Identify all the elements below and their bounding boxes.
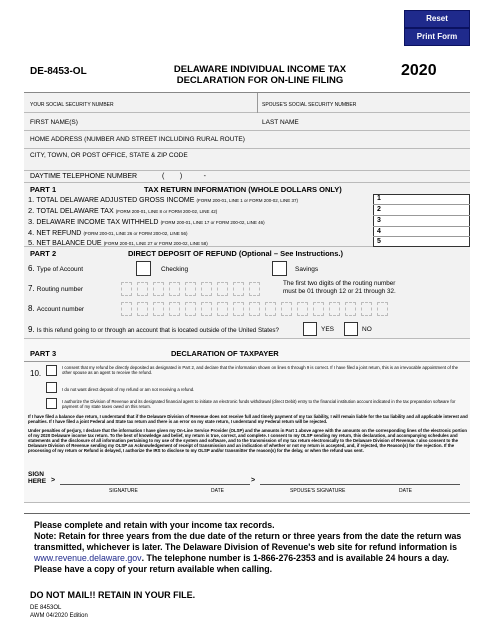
routing-digit[interactable] — [153, 282, 164, 296]
account-digit[interactable] — [313, 302, 324, 316]
line5-ref: (FORM 200-01, LINE 27 or FORM 200-02, LINE 58) — [103, 241, 208, 246]
routing-digit[interactable] — [233, 282, 244, 296]
yes-label: YES — [321, 326, 335, 333]
balance-due-text: If I have filed a balance due return, I understand that if the Delaware Division of Revenue does not receive full and timely payment of my tax liability, I will remain liable for the tax liability and all applicable interest and penalties. If I have filed a joint Federal and State tax return and there is an error on my state return, I understand my Federal return will be rejected. — [28, 414, 468, 424]
signature-label: SIGNATURE — [109, 488, 138, 494]
part1-title: TAX RETURN INFORMATION (WHOLE DOLLARS ONLY) — [144, 185, 342, 194]
last-name-label: LAST NAME — [262, 119, 299, 126]
line3-text: DELAWARE INCOME TAX WITHHELD — [36, 219, 159, 226]
edition-label: AWM 04/2020 Edition — [30, 613, 88, 619]
account-digit[interactable] — [121, 302, 132, 316]
routing-note — [283, 280, 396, 296]
account-digit[interactable] — [281, 302, 292, 316]
perjury-text: Under penalties of perjury, I declare that the information I have given my On-Line Service Provider (OLSP) and the amounts in Part 1 above agree with the amounts on the corresponding lines of the electronic portion of my 2020 Delaware income tax return. To the best of knowledge and belief, my return is true, correct, and complete. I consent to my OLSP sending my return, this declaration, and accompanying schedules and statements and the disclosure of all information pertaining to my use of the system and software, and to the transmission of my tax return electronically to the Delaware Division of Revenue. I also consent to the Delaware Division of Revenue sending my OLSP an Acknowledgement of receipt of transmission and an indication of whether or not my return is accepted, and, if rejected, the Reason(s) for the rejection. If the processing of my return or Refund is delayed, I authorize the IRS to disclose to my OLSP and/or transmitter the reason(s) for the delay, or when the refund was sent. — [28, 428, 467, 453]
city-row[interactable] — [24, 149, 470, 171]
line2-number: 2. — [28, 206, 35, 215]
address-row[interactable] — [24, 131, 470, 149]
form-title-line1: DELAWARE INDIVIDUAL INCOME TAX — [173, 64, 347, 75]
part1-label: PART 1 — [30, 185, 57, 194]
routing-note-line1: The first two digits of the routing number — [283, 280, 396, 287]
line9-label — [28, 325, 279, 334]
account-digit[interactable] — [201, 302, 212, 316]
no-direct-deposit-checkbox[interactable] — [46, 382, 57, 393]
ssn-row — [24, 93, 470, 113]
routing-digit[interactable] — [137, 282, 148, 296]
amount-box-3-number: 3 — [377, 217, 381, 224]
line1-item — [28, 195, 298, 204]
sign-arrow-2: > — [251, 477, 256, 484]
account-digit[interactable] — [377, 302, 388, 316]
line3-item — [28, 217, 265, 226]
form-id: DE-8453-OL — [30, 66, 87, 77]
line5-number: 5. — [28, 238, 35, 247]
line7-label — [28, 284, 83, 293]
checking-label: Checking — [161, 266, 189, 273]
form-title-line2: DECLARATION FOR ON-LINE FILING — [176, 75, 344, 86]
date2-label: DATE — [399, 488, 412, 494]
spouse-signature-label: SPOUSE'S SIGNATURE — [290, 488, 346, 494]
no-checkbox[interactable] — [344, 322, 358, 336]
line2-item — [28, 206, 217, 215]
form-code: DE 8453OL — [30, 605, 62, 611]
line1-text: TOTAL DELAWARE ADJUSTED GROSS INCOME — [36, 197, 195, 204]
sign-here-label: SIGN HERE — [28, 471, 47, 485]
signature-line[interactable] — [60, 484, 250, 485]
line4-number: 4. — [28, 228, 35, 237]
line8-label — [28, 304, 84, 313]
home-address-label: HOME ADDRESS (NUMBER AND STREET INCLUDING RURAL ROUTE) — [30, 136, 245, 143]
print-form-button[interactable]: Print Form — [404, 28, 470, 46]
divider — [373, 215, 470, 216]
account-digit[interactable] — [297, 302, 308, 316]
divider — [24, 513, 470, 514]
routing-digit[interactable] — [217, 282, 228, 296]
city-state-zip-label: CITY, TOWN, OR POST OFFICE, STATE & ZIP CODE — [30, 152, 188, 159]
account-digit[interactable] — [233, 302, 244, 316]
sign-arrow-1: > — [51, 477, 56, 484]
notice-line2-text: Note: Retain for three years from the due date of the return or three years from the date the return was transmitted, whichever is later. The Delaware Division of Revenue's web site for refund information is — [34, 531, 462, 552]
line8-text: Account number — [36, 306, 85, 313]
phone-format: ( ) - — [162, 173, 206, 180]
routing-digit[interactable] — [169, 282, 180, 296]
line9-number: 9. — [28, 325, 35, 334]
line3-ref: (FORM 200-01, LINE 17 or FORM 200-02, LINE 46) — [160, 220, 265, 225]
line5-text: NET BALANCE DUE — [36, 240, 102, 247]
notice-line1: Please complete and retain with your income tax records. — [34, 520, 275, 530]
line9-text: Is this refund going to or through an account that is located outside of the United States? — [36, 327, 279, 334]
amount-boxes — [373, 194, 470, 247]
part3-title: DECLARATION OF TAXPAYER — [171, 349, 279, 358]
part3-section — [24, 339, 470, 503]
checking-checkbox[interactable] — [136, 261, 151, 276]
account-digit[interactable] — [249, 302, 260, 316]
your-ssn-label: YOUR SOCIAL SECURITY NUMBER — [30, 102, 114, 108]
consent-text: I consent that my refund be directly deposited as designated in Part 2, and declare that the information shown on lines 6 through 9 is correct. If I have filed a joint return, this is an irrevocable appointment of the other spouse as an agent to receive the refund. — [62, 365, 459, 375]
line4-ref: (FORM 200-01, LINE 26 or FORM 200-02, LINE 56) — [83, 231, 188, 236]
account-digit[interactable] — [345, 302, 356, 316]
form-title — [150, 64, 370, 86]
authorize-checkbox[interactable] — [46, 398, 57, 409]
revenue-website-link[interactable]: www.revenue.delaware.gov — [34, 553, 142, 563]
account-digit[interactable] — [329, 302, 340, 316]
account-digit[interactable] — [169, 302, 180, 316]
account-digit[interactable] — [137, 302, 148, 316]
authorize-text: I authorize the Division of Revenue and its designated financial agent to initiate an electronic funds withdrawal (direct Debit) entry to the financial institution account indicated in the tax preparation software for payment of my state taxes owed on this return. — [62, 399, 456, 409]
savings-label: Savings — [295, 266, 319, 273]
date-label: DATE — [211, 488, 224, 494]
divider — [24, 361, 470, 362]
line5-item — [28, 238, 208, 247]
reset-button[interactable]: Reset — [404, 10, 470, 28]
tax-year: 2020 — [401, 62, 437, 79]
notice-line4: Please have a copy of your return available when calling. — [34, 564, 273, 574]
divider — [373, 204, 470, 205]
routing-digit[interactable] — [185, 282, 196, 296]
spouse-signature-line[interactable] — [260, 484, 460, 485]
line2-text: TOTAL DELAWARE TAX — [36, 208, 114, 215]
no-direct-deposit-text: I do not want direct deposit of my refund or am not receiving a refund. — [62, 387, 195, 392]
notice-line2 — [34, 531, 474, 564]
part3-label: PART 3 — [30, 349, 57, 358]
consent-checkbox[interactable] — [46, 365, 57, 376]
routing-digit[interactable] — [201, 282, 212, 296]
amount-box-5-number: 5 — [377, 238, 381, 245]
account-digit[interactable] — [153, 302, 164, 316]
yes-checkbox[interactable] — [303, 322, 317, 336]
account-digit[interactable] — [361, 302, 372, 316]
line4-item — [28, 228, 187, 237]
daytime-phone-label: DAYTIME TELEPHONE NUMBER — [30, 173, 138, 180]
line1-ref: (FORM 200-01, LINE 1 or FORM 200-02, LINE 37) — [196, 198, 299, 203]
notice-line3-text: . The telephone number is 1-866-276-2353 and is available 24 hours a day. — [141, 553, 449, 563]
amount-box-1-number: 1 — [377, 195, 381, 202]
part2-title: DIRECT DEPOSIT OF REFUND (Optional – See Instructions.) — [128, 249, 344, 258]
amount-box-2-number: 2 — [377, 206, 381, 213]
part2-section — [24, 247, 470, 339]
line8-number: 8. — [28, 304, 35, 313]
line6-text: Type of Account — [36, 266, 84, 273]
part1-section — [24, 183, 470, 247]
line4-text: NET REFUND — [36, 230, 82, 237]
first-name-label: FIRST NAME(S) — [30, 119, 78, 126]
line3-number: 3. — [28, 217, 35, 226]
no-label: NO — [362, 326, 372, 333]
routing-digit[interactable] — [121, 282, 132, 296]
line1-number: 1. — [28, 195, 35, 204]
line2-ref: (FORM 200-01, LINE 8 or FORM 200-02, LINE 42) — [115, 209, 218, 214]
routing-note-line2: must be 01 through 12 or 21 through 32. — [283, 288, 396, 295]
savings-checkbox[interactable] — [272, 261, 287, 276]
routing-digit[interactable] — [249, 282, 260, 296]
divider — [373, 226, 470, 227]
spouse-ssn-label: SPOUSE'S SOCIAL SECURITY NUMBER — [262, 102, 357, 108]
line10-number: 10. — [30, 369, 42, 378]
name-row[interactable] — [24, 113, 470, 131]
phone-row[interactable] — [24, 171, 470, 183]
account-digit[interactable] — [217, 302, 228, 316]
line7-number: 7. — [28, 284, 35, 293]
divider — [373, 236, 470, 237]
do-not-mail-warning: DO NOT MAIL!! RETAIN IN YOUR FILE. — [30, 590, 196, 600]
part2-label: PART 2 — [30, 249, 57, 258]
line6-number: 6. — [28, 264, 35, 273]
divider — [257, 93, 258, 113]
line6-label — [28, 264, 83, 273]
account-digit[interactable] — [185, 302, 196, 316]
amount-box-4-number: 4 — [377, 228, 381, 235]
form-body — [24, 92, 470, 502]
retention-notice — [34, 520, 474, 575]
account-digit[interactable] — [265, 302, 276, 316]
line7-text: Routing number — [36, 286, 84, 293]
